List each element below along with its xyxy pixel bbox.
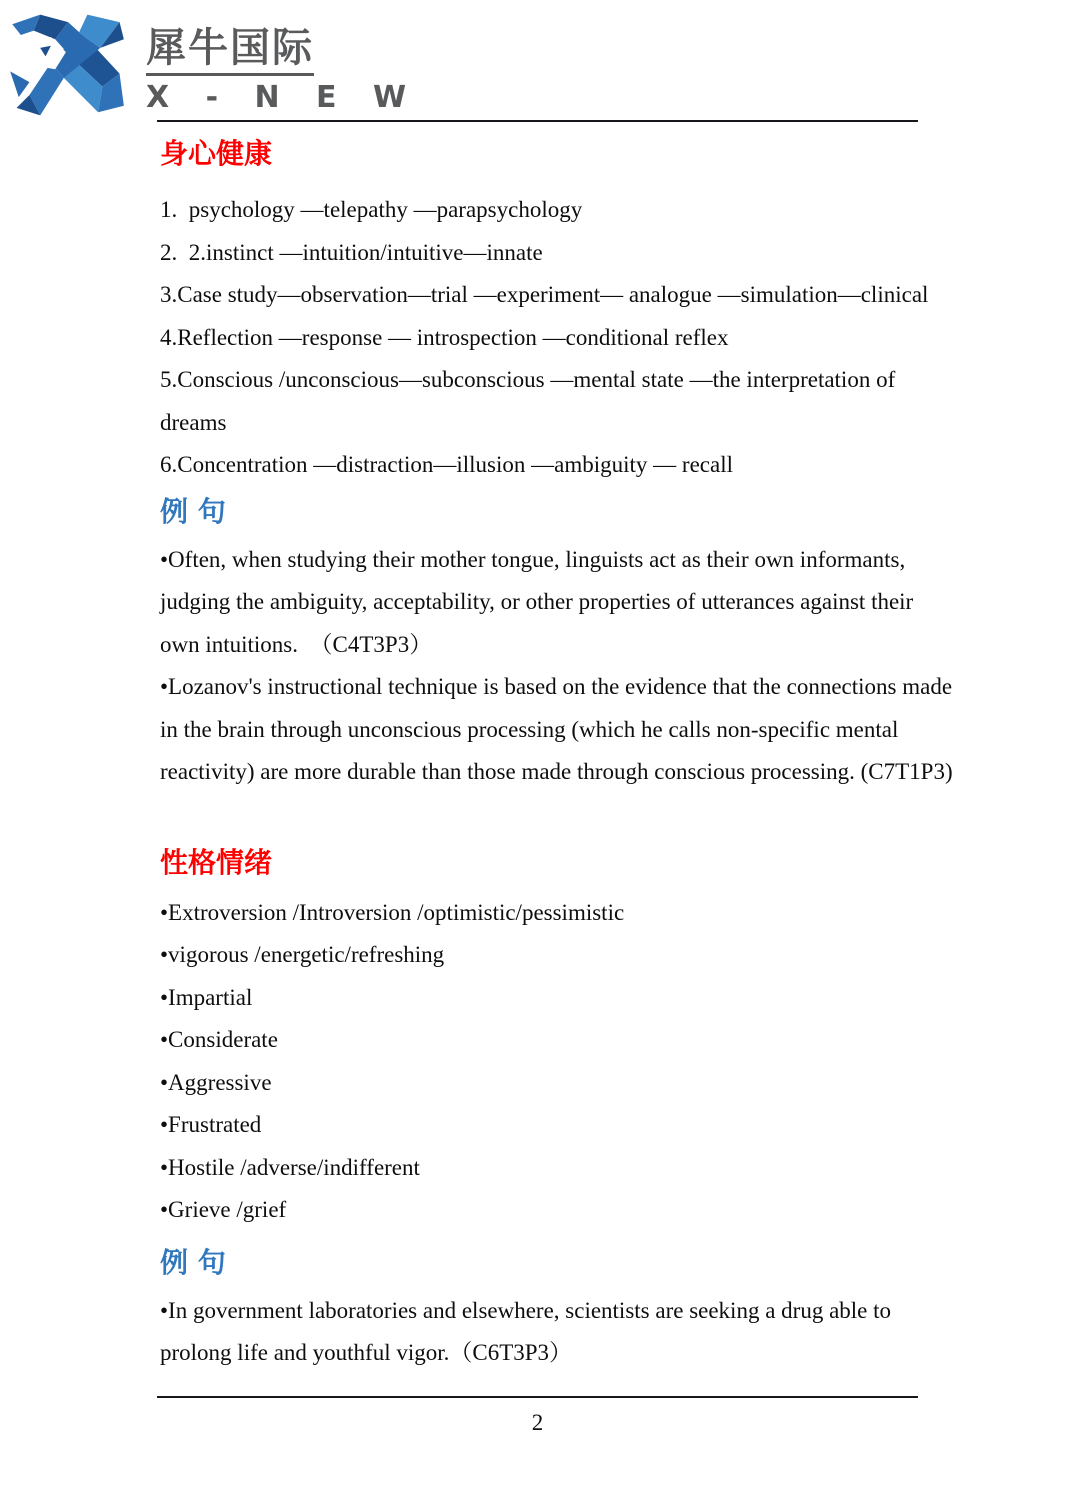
brand-name-english: X - N E W <box>146 80 420 115</box>
section-personality-emotion <box>160 842 918 1232</box>
vocab-line: 3.Case study—observation—trial —experiment— analogue —simulation—clinical <box>160 282 929 307</box>
vocab-line: 2. 2.instinct —intuition/intuitive—innate <box>160 239 543 265</box>
vocab-line: 5.Conscious /unconscious—subconscious —mental state —the interpretation of <box>160 367 896 392</box>
vocab-line: •Impartial <box>160 984 253 1010</box>
vocab-list <box>160 189 929 487</box>
section-heading: 例 句 <box>160 1245 226 1279</box>
example-line: •Often, when studying their mother tongue, linguists act as their own informants, <box>160 546 906 572</box>
brand-name-chinese: 犀牛国际 <box>146 26 314 76</box>
brand-logo <box>8 10 419 120</box>
vocab-line: •Considerate <box>160 1027 278 1052</box>
section-mind-body-health <box>160 133 929 487</box>
example-line: •Lozanov's instructional technique is based on the evidence that the connections made <box>160 674 953 699</box>
document-content <box>160 122 953 1375</box>
example-list <box>160 1290 918 1375</box>
example-line: own intuitions. （C4T3P3） <box>160 631 433 657</box>
vocab-list <box>160 892 918 1232</box>
section-heading: 性格情绪 <box>160 845 273 879</box>
example-line: judging the ambiguity, acceptability, or other properties of utterances against their <box>160 589 914 614</box>
vocab-line: 4.Reflection —response — introspection —conditional reflex <box>160 324 729 350</box>
example-line: prolong life and youthful vigor.（C6T3P3） <box>160 1340 573 1365</box>
vocab-line: •Extroversion /Introversion /optimistic/pessimistic <box>160 899 625 925</box>
vocab-line: •Hostile /adverse/indifferent <box>160 1154 420 1180</box>
brand-text <box>146 26 419 115</box>
vocab-line: 6.Concentration —distraction—illusion —ambiguity — recall <box>160 452 733 477</box>
example-line: •In government laboratories and elsewhere, scientists are seeking a drug able to <box>160 1297 892 1323</box>
section-example-sentences-1 <box>160 491 953 794</box>
footer-divider <box>157 1396 918 1398</box>
section-heading: 例 句 <box>160 494 226 528</box>
section-example-sentences-2 <box>160 1242 918 1375</box>
vocab-line: dreams <box>160 409 227 435</box>
vocab-line: •Grieve /grief <box>160 1197 287 1222</box>
vocab-line: •Aggressive <box>160 1069 272 1095</box>
section-heading: 身心健康 <box>160 137 273 170</box>
example-line: reactivity) are more durable than those made through conscious processing. (C7T1P3) <box>160 759 953 784</box>
example-line: in the brain through unconscious processing (which he calls non-specific mental <box>160 716 899 742</box>
vocab-line: •vigorous /energetic/refreshing <box>160 942 445 967</box>
page-number: 2 <box>531 1410 544 1435</box>
example-list <box>160 539 953 794</box>
vocab-line: •Frustrated <box>160 1112 262 1137</box>
x-rhino-logo-icon <box>8 10 126 120</box>
vocab-line: 1. psychology —telepathy —parapsychology <box>160 197 583 222</box>
